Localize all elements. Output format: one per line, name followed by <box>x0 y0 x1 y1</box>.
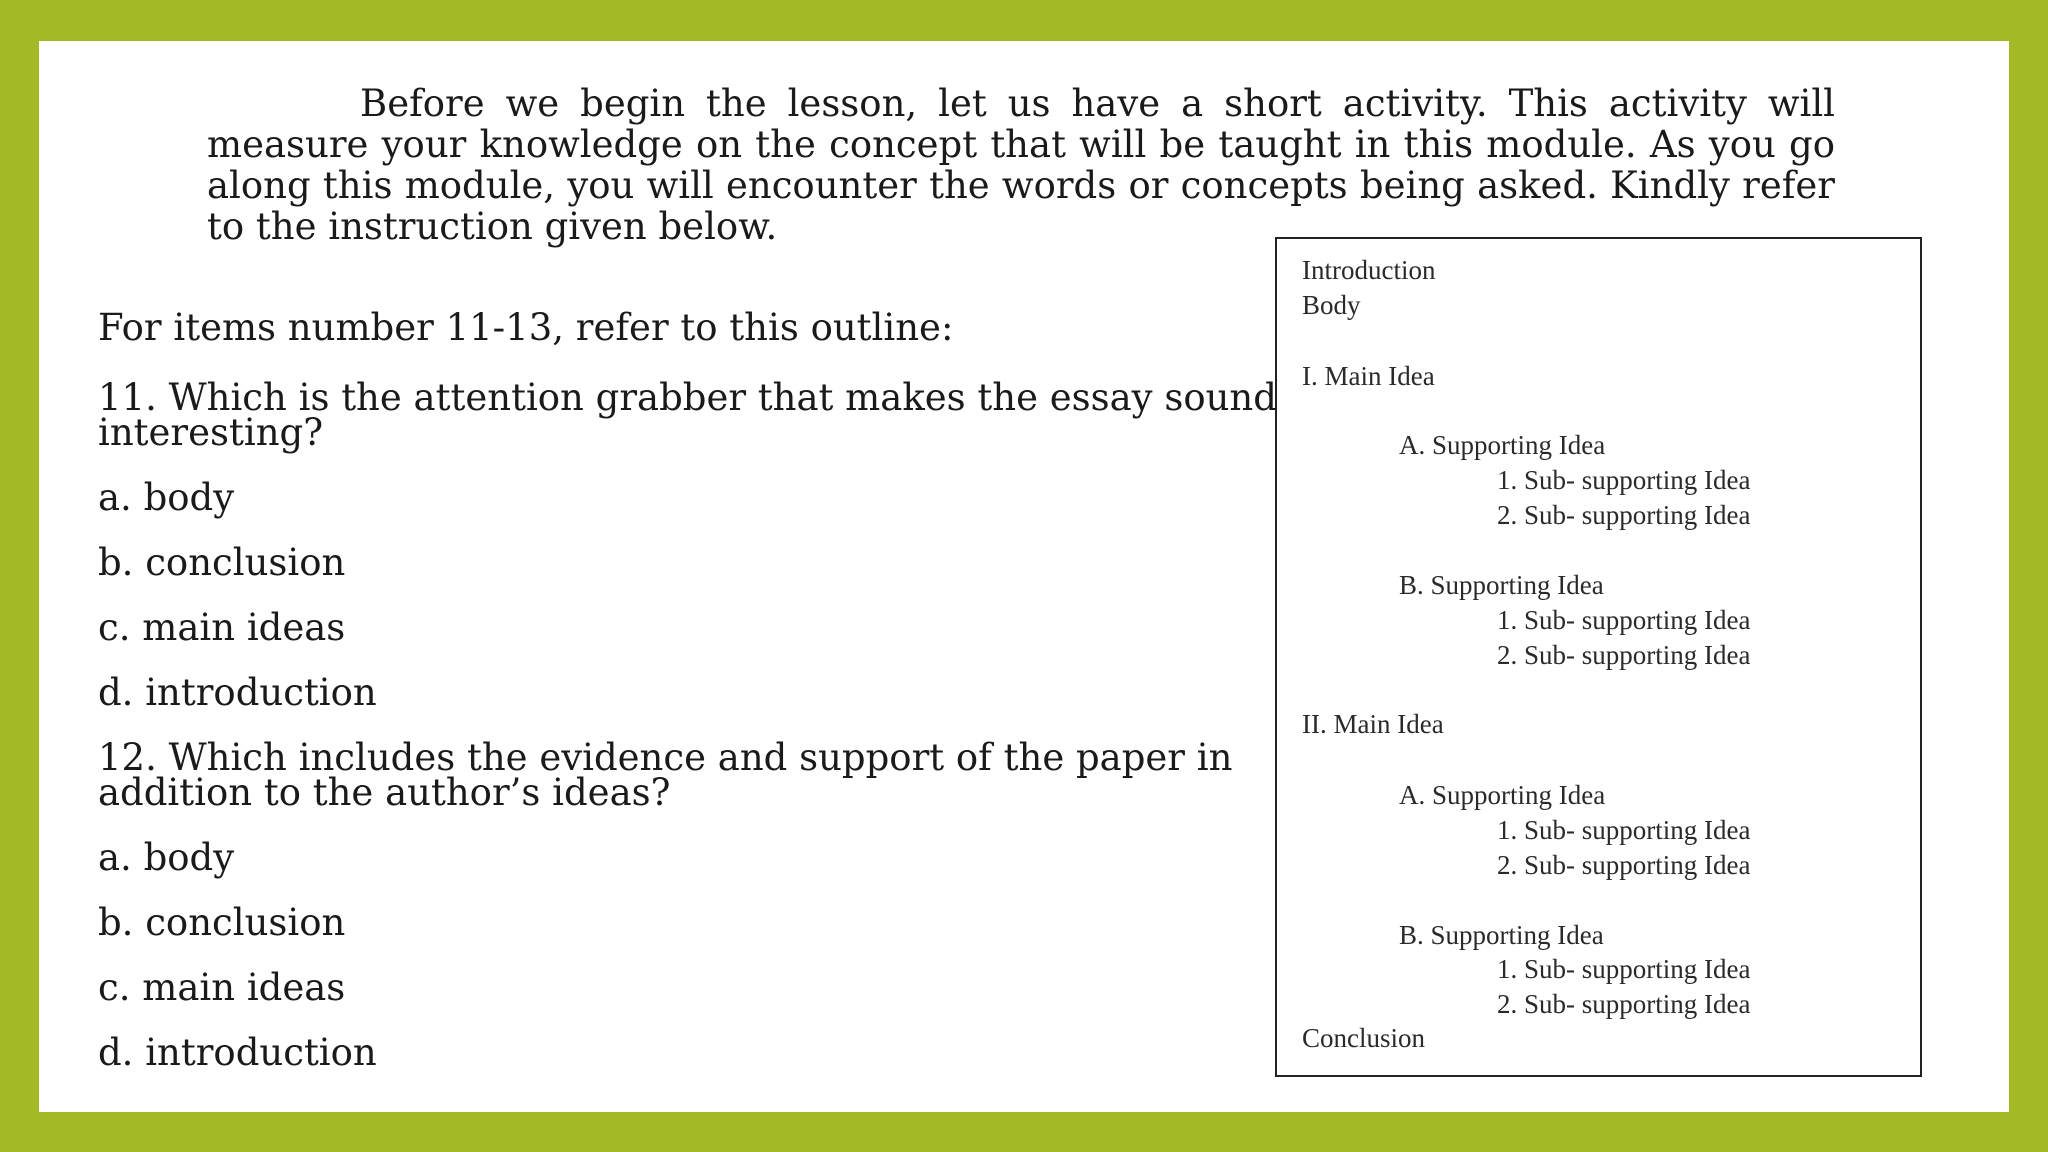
outline-sub-idea-1a2: 2. Sub- supporting Idea <box>1497 500 1751 530</box>
outline-sub-idea-1b1: 1. Sub- supporting Idea <box>1497 605 1751 635</box>
outline-supporting-idea-1a: A. Supporting Idea <box>1399 430 1606 460</box>
outline-main-idea-1: I. Main Idea <box>1302 361 1435 391</box>
question-11-stem: 11. Which is the attention grabber that makes the essay sound interesting? <box>98 376 1277 454</box>
outline-introduction: Introduction <box>1302 255 1436 285</box>
outline-supporting-idea-2b: B. Supporting Idea <box>1399 920 1604 950</box>
outline-sub-idea-2b2: 2. Sub- supporting Idea <box>1497 989 1751 1019</box>
slide-page <box>39 41 2009 1112</box>
question-11-option-b: b. conclusion <box>98 541 346 584</box>
outline-body: Body <box>1302 290 1361 320</box>
question-11-option-c: c. main ideas <box>98 606 346 649</box>
outline-sub-idea-1a1: 1. Sub- supporting Idea <box>1497 465 1751 495</box>
items-instruction: For items number 11-13, refer to this outline: <box>98 306 954 349</box>
question-12-option-c: c. main ideas <box>98 966 346 1009</box>
question-12-option-b: b. conclusion <box>98 901 346 944</box>
essay-outline-box <box>1275 237 1922 1077</box>
question-list <box>98 307 1278 1100</box>
question-12-option-d: d. introduction <box>98 1031 377 1074</box>
outline-sub-idea-2a1: 1. Sub- supporting Idea <box>1497 815 1751 845</box>
question-12-option-a: a. body <box>98 836 235 879</box>
intro-paragraph: Before we begin the lesson, let us have a short activity. This activity will measure your knowledge on the concept that will be taught in this module. As you go along this module, you will encounter the words or concepts being asked. Kindly refer to the instruction given below. <box>207 82 1835 248</box>
question-11-option-a: a. body <box>98 476 235 519</box>
question-11-option-d: d. introduction <box>98 671 377 714</box>
outline-main-idea-2: II. Main Idea <box>1302 709 1444 739</box>
outline-sub-idea-1b2: 2. Sub- supporting Idea <box>1497 640 1751 670</box>
outline-sub-idea-2b1: 1. Sub- supporting Idea <box>1497 954 1751 984</box>
outline-supporting-idea-2a: A. Supporting Idea <box>1399 780 1606 810</box>
outline-sub-idea-2a2: 2. Sub- supporting Idea <box>1497 850 1751 880</box>
question-12-stem: 12. Which includes the evidence and support of the paper in addition to the author’s ideas? <box>98 736 1233 814</box>
outline-conclusion: Conclusion <box>1302 1023 1426 1053</box>
outline-supporting-idea-1b: B. Supporting Idea <box>1399 570 1604 600</box>
